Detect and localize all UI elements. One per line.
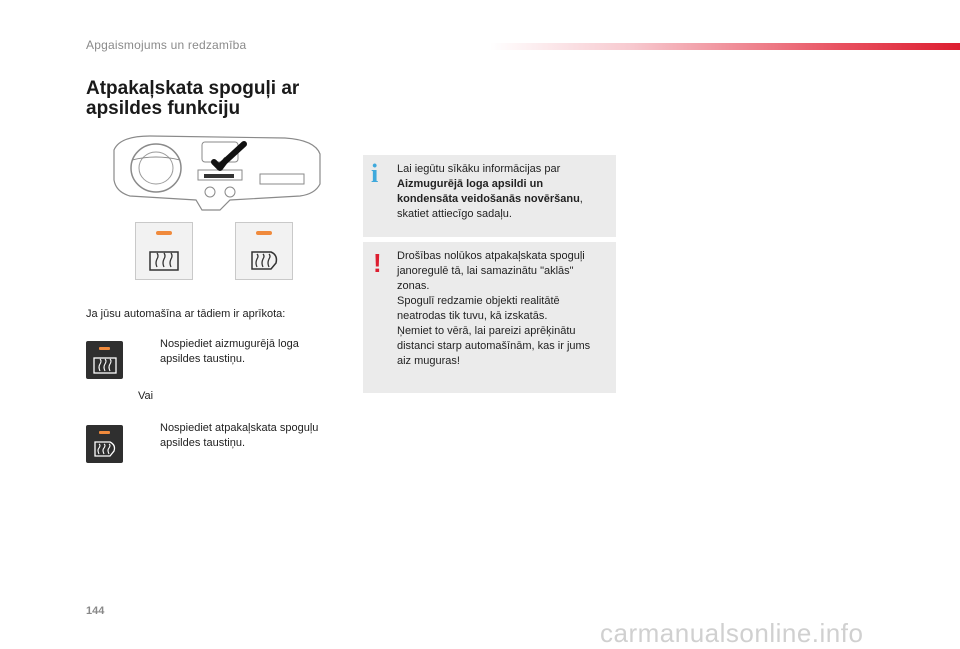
mirror-defrost-icon xyxy=(93,440,117,458)
watermark: carmanualsonline.info xyxy=(600,618,864,648)
or-label: Vai xyxy=(138,390,154,402)
info-panel xyxy=(363,155,616,237)
section-header: Apgaismojums un redzamība xyxy=(86,38,247,52)
warning-icon: ! xyxy=(373,248,382,278)
indicator-light xyxy=(99,431,110,434)
info-icon: i xyxy=(371,159,379,188)
title-line-1: Atpakaļskata spoguļi ar xyxy=(86,78,300,99)
step-1-text: Nospiediet aizmugurējā loga apsildes taustiņu. xyxy=(160,338,299,365)
indicator-light xyxy=(256,231,272,235)
warning-panel xyxy=(363,242,616,393)
page-title xyxy=(86,79,356,119)
mirror-defrost-button-illustration xyxy=(235,222,293,280)
rear-defrost-icon xyxy=(93,356,117,374)
indicator-light xyxy=(156,231,172,235)
mirror-defrost-button-thumbnail xyxy=(86,425,123,463)
rear-defrost-button-illustration xyxy=(135,222,193,280)
page-number: 144 xyxy=(86,605,105,617)
dashboard-illustration xyxy=(110,130,324,212)
warning-text: Drošības nolūkos atpakaļskata spoguļi janoregulē tā, lai samazinātu "aklās" zonas. Spogulī redzamie objekti realitātē neatrodas tik tuvu, kā izskatās. Ņemiet to vērā, lai pareizi aprēķinātu distanci starp automašīnām, kas ir jums aiz muguras! xyxy=(397,250,591,367)
info-text: Lai iegūtu sīkāku informācijas par Aizmugurējā loga apsildi un kondensāta veidošanās novēršanu, skatiet attiecīgo sadaļu. xyxy=(397,163,583,220)
mirror-defrost-icon xyxy=(249,249,279,271)
intro-text: Ja jūsu automašīna ar tādiem ir aprīkota: xyxy=(86,308,286,320)
rear-defrost-button-thumbnail xyxy=(86,341,123,379)
title-line-2: apsildes funkciju xyxy=(86,98,241,119)
header-accent-bar xyxy=(490,43,960,50)
indicator-light xyxy=(99,347,110,350)
rear-defrost-icon xyxy=(149,249,179,271)
step-2-text: Nospiediet atpakaļskata spoguļu apsildes taustiņu. xyxy=(160,422,319,449)
